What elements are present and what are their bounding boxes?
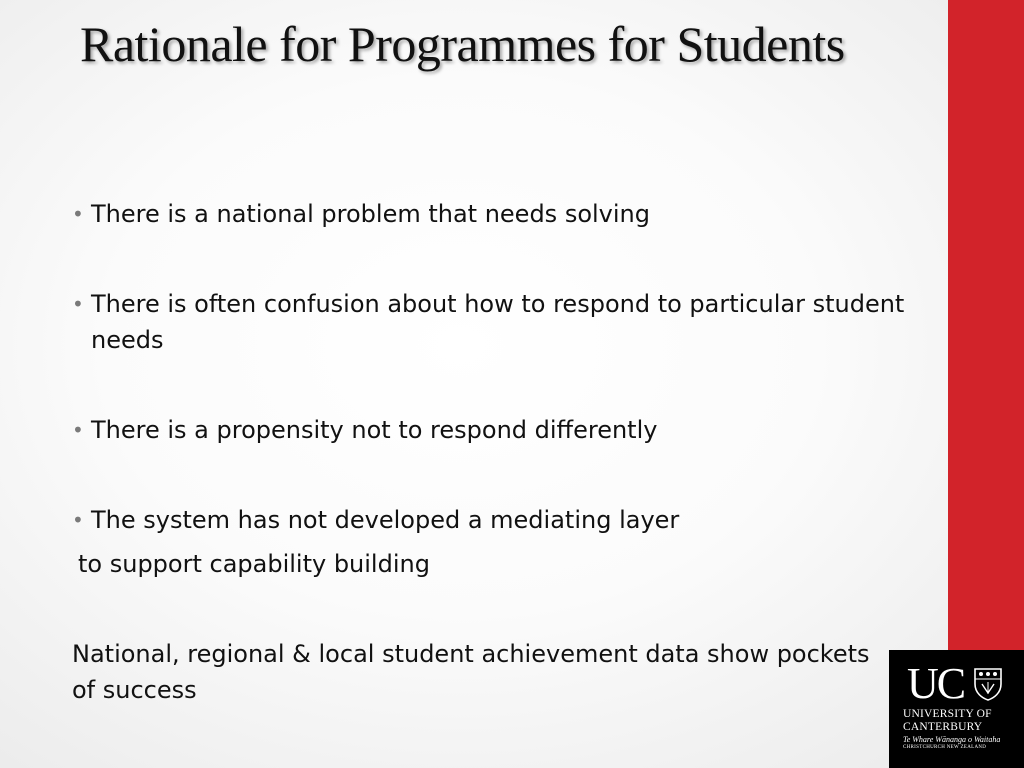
bullet-glyph: • xyxy=(72,508,84,532)
logo-location: CHRISTCHURCH NEW ZEALAND xyxy=(903,745,987,750)
bullet-text: There is a propensity not to respond differently xyxy=(91,416,658,444)
logo-name-line1: UNIVERSITY OF xyxy=(903,708,992,720)
bullet-glyph: • xyxy=(72,292,84,316)
bullet-glyph: • xyxy=(72,418,84,442)
bullet-glyph: • xyxy=(72,202,84,226)
logo-maori-name: Te Whare Wānanga o Waitaha xyxy=(903,735,1001,744)
logo-mark: UC xyxy=(907,659,965,708)
logo-name-line2: CANTERBURY xyxy=(903,721,983,733)
shield-crest-icon xyxy=(973,667,1003,701)
bullet-text: There is often confusion about how to respond to particular student needs xyxy=(91,290,905,354)
summary-paragraph: National, regional & local student achievement data show pockets of success xyxy=(72,640,870,704)
bullet-item xyxy=(72,412,951,448)
bullet-continuation: to support capability building xyxy=(78,550,430,578)
logo-university-name xyxy=(903,708,1015,734)
bullet-item xyxy=(72,502,951,538)
bullet-item xyxy=(72,196,951,232)
bullet-text: The system has not developed a mediating layer xyxy=(91,506,680,534)
bullet-text: There is a national problem that needs solving xyxy=(91,200,650,228)
bullet-item xyxy=(72,286,951,358)
university-logo xyxy=(889,650,1024,768)
slide-title: Rationale for Programmes for Students xyxy=(80,16,845,72)
